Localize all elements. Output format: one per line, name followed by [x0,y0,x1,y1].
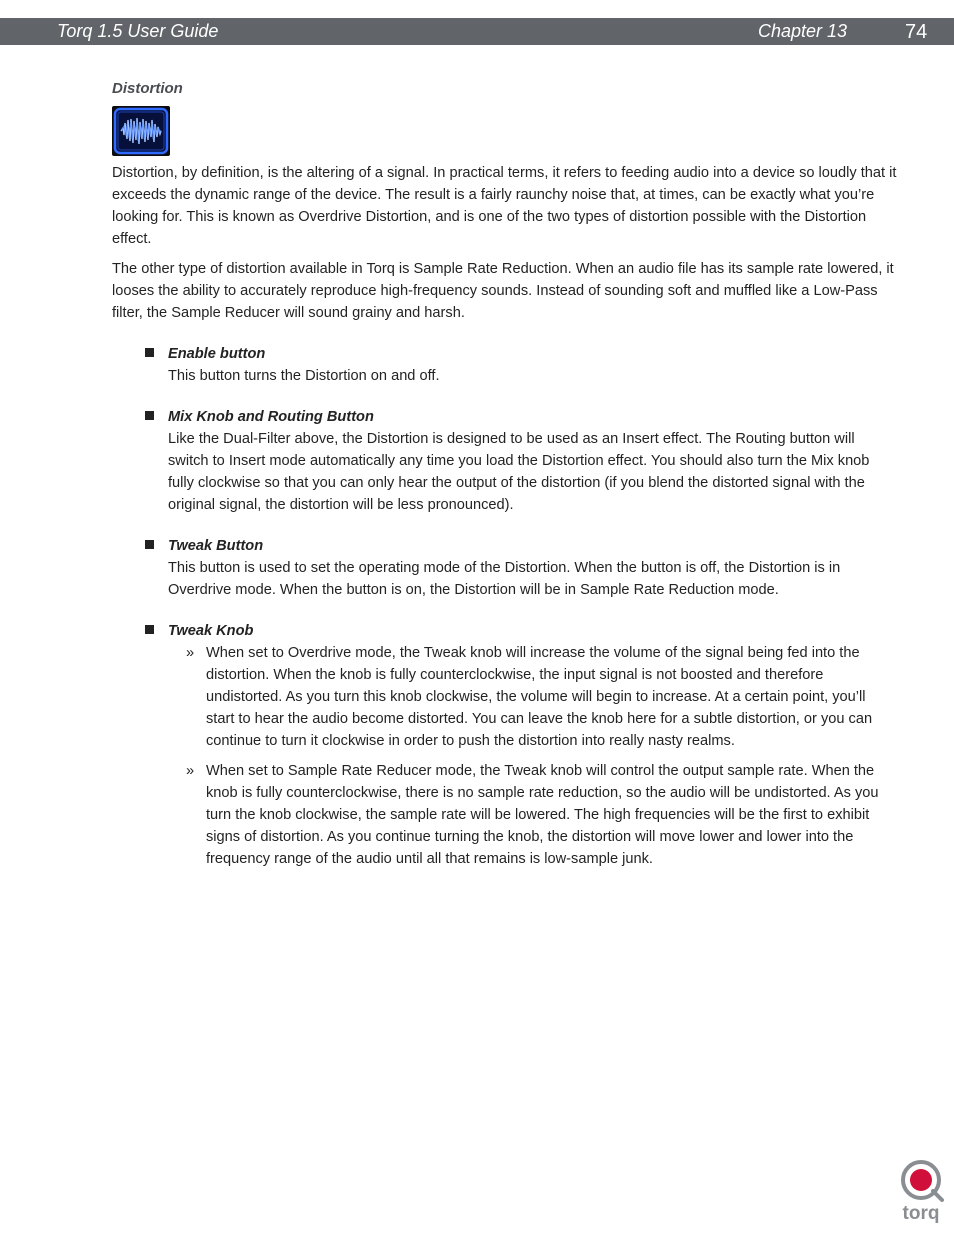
sub-item-text: When set to Overdrive mode, the Tweak knob will increase the volume of the signal being fed into the distortion. When the knob is fully counterclockwise, the input signal is not boosted and therefore undistorted. As you turn this knob clockwise, the volume will begin to increase. At a certain point, you’ll start to hear the audio become distorted. You can leave the knob here for a subtle distortion, or you can continue to turn it clockwise in order to push the distortion into really nasty realms. [206,645,873,749]
intro-paragraph-2: The other type of distortion available in Torq is Sample Rate Reduction. When an audio file has its sample rate lowered, it looses the ability to accurately reproduce high-frequency sounds. Instead of sounding soft and muffled like a Low-Pass filter, the Sample Reducer will sound grainy and harsh. [112,261,894,321]
page-header [0,18,954,45]
bullet-heading-text: Mix Knob and Routing Button [168,409,374,425]
guide-title: Torq 1.5 User Guide [57,21,219,41]
bullet-square-icon [145,348,154,357]
bullet-heading-tweak-button [145,536,263,558]
sub-item-overdrive [186,643,896,753]
bullet-heading-text: Tweak Button [168,538,264,554]
bullet-heading-tweak-knob [145,621,253,643]
bullet-body-mix-knob: Like the Dual-Filter above, the Distortion is designed to be used as an Insert effect. The Routing button will switch to Insert mode automatically any time you load the Distortion effect. You should also turn the Mix knob fully clockwise so that you can only hear the output of the distortion (if you blend the distorted signal with the original signal, the distortion will be less pronounced). [168,431,870,513]
intro-paragraph-1: Distortion, by definition, is the altering of a signal. In practical terms, it refers to feeding audio into a device so loudly that it exceeds the dynamic range of the device. The result is a fairly raunchy noise that, at times, can be exactly what you’re looking for. This is known as Overdrive Distortion, and is one of the two types of distortion possible with the Distortion effect. [112,165,897,247]
page-number: 74 [905,21,928,43]
sub-item-text: When set to Sample Rate Reducer mode, the Tweak knob will control the output sample rate. When the knob is fully counterclockwise, there is no sample rate reduction, so the audio will be undistorted. As you turn the knob clockwise, the sample rate will be lowered. The high frequencies will be the first to exhibit signs of distortion. As you continue turning the knob, the distortion will move lower and lower into the frequency range of the audio until all that remains is low-sample junk. [206,763,879,867]
torq-logo [896,1158,946,1224]
bullet-body-enable-button: This button turns the Distortion on and off. [168,368,440,384]
section-title: Distortion [112,80,183,97]
bullet-body-tweak-button: This button is used to set the operating mode of the Distortion. When the button is off, the Distortion is in Overdrive mode. When the button is on, the Distortion will be in Sample Rate Reduction mode. [168,560,841,598]
bullet-heading-enable-button [145,344,265,366]
bullet-heading-text: Tweak Knob [168,623,254,639]
bullet-square-icon [145,540,154,549]
bullet-heading-text: Enable button [168,346,266,362]
bullet-square-icon [145,411,154,420]
sub-item-sample-rate [186,761,896,871]
sub-marker: » [186,763,195,779]
logo-wordmark: torq [902,1203,940,1224]
distortion-waveform-icon [112,106,170,156]
bullet-square-icon [145,625,154,634]
bullet-heading-mix-knob [145,407,374,429]
chapter-label: Chapter 13 [758,21,848,41]
sub-marker: » [186,645,195,661]
